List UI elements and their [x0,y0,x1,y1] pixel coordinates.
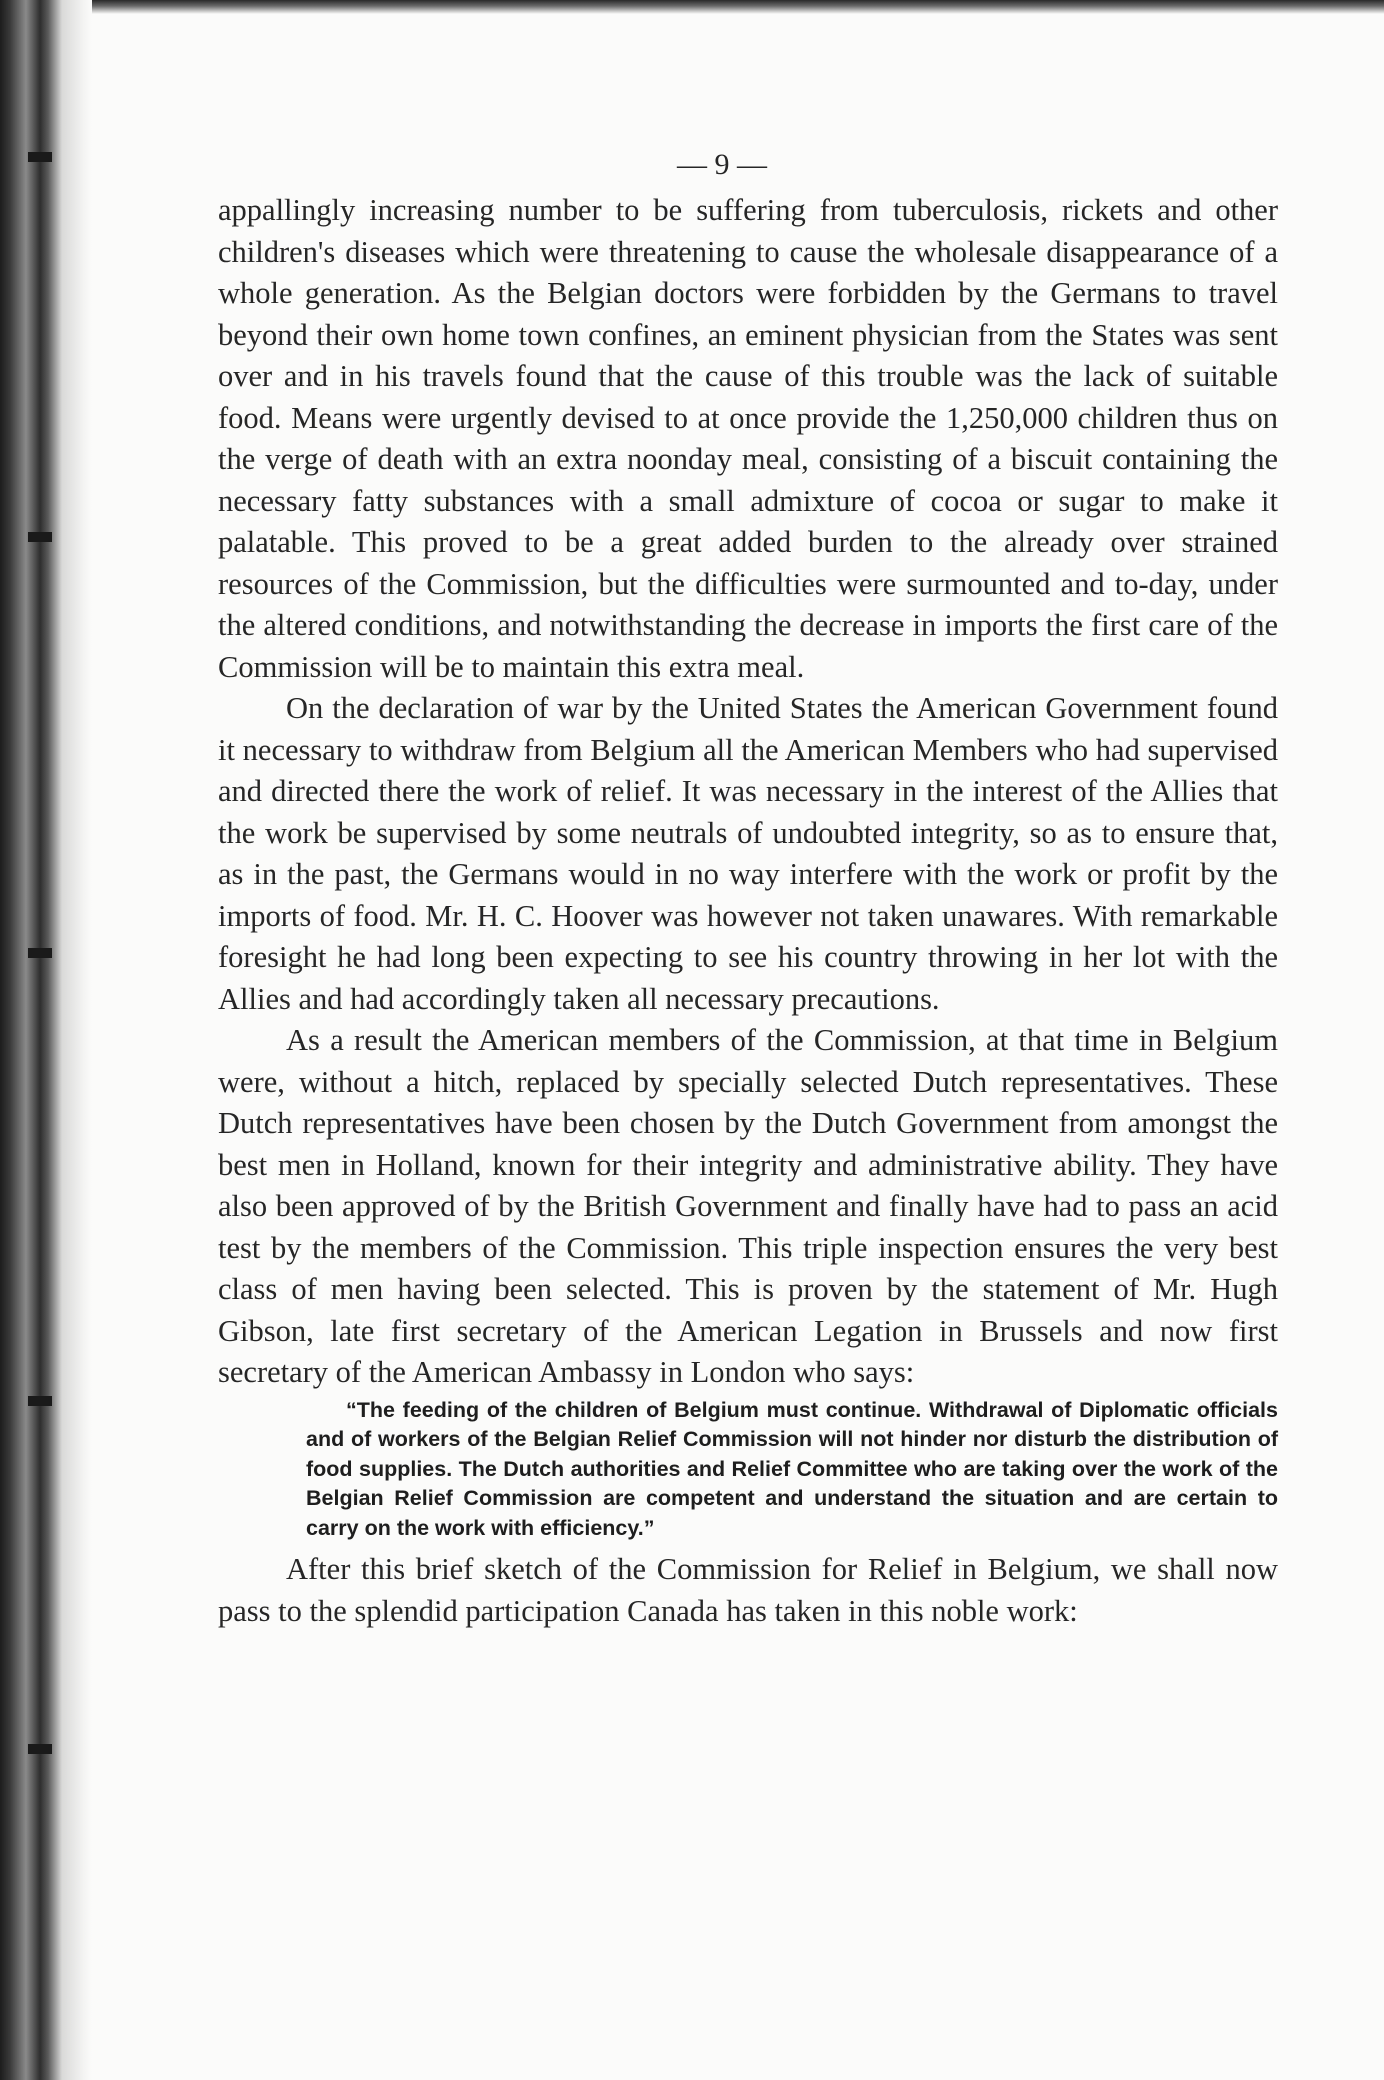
binding-shadow [0,0,92,2080]
binding-mark [28,1744,52,1754]
binding-mark [28,948,52,958]
scan-top-edge [0,0,1384,14]
paragraph-2: On the declaration of war by the United States the American Government found it necessary to withdraw from Belgium all the American Members who had supervised and directed there the work of relief. It was necessary in the interest of the Allies that the work be supervised by some neutrals of undoubted integrity, so as to ensure that, as in the past, the Germans would in no way interfere with the work or profit by the imports of food. Mr. H. C. Hoover was however not taken unawares. With remarkable foresight he had long been expecting to see his country throwing in her lot with the Allies and had accordingly taken all necessary precautions. [218,691,1278,1016]
binding-mark [28,532,52,542]
paragraph-1: appallingly increasing number to be suffering from tuberculosis, rickets and other children's diseases which were threatening to cause the wholesale disappearance of a whole generation. As the Belgian doctors were forbidden by the Germans to travel beyond their own home town confines, an eminent physician from the States was sent over and in his travels found that the cause of this trouble was the lack of suitable food. Means were urgently devised to at once provide the 1,250,000 children thus on the verge of death with an extra noonday meal, consisting of a biscuit containing the necessary fatty substances with a small admixture of cocoa or sugar to make it palatable. This proved to be a great added burden to the already over strained resources of the Commission, but the difficulties were surmounted and to-day, under the altered conditions, and notwithstanding the decrease in imports the first care of the Commission will be to maintain this extra meal. [218,193,1278,684]
binding-mark [28,1396,52,1406]
gibson-quote: “The feeding of the children of Belgium must continue. Withdrawal of Diplomatic officials and of workers of the Belgian Relief Commission will not hinder nor disturb the distribution of food supplies. The Dutch authorities and Relief Committee who are taking over the work of the Belgian Relief Commission are competent and understand the situation and are certain to carry on the work with efficiency.” [306,1397,1278,1540]
closing-paragraph: After this brief sketch of the Commission for Relief in Belgium, we shall now pass to the splendid participation Canada has taken in this noble work: [218,1552,1278,1628]
body-text [218,190,1278,1632]
paragraph-3: As a result the American members of the Commission, at that time in Belgium were, without a hitch, replaced by specially selected Dutch representatives. These Dutch representatives have been chosen by the Dutch Government from amongst the best men in Holland, known for their integrity and administrative ability. They have also been approved of by the British Government and finally have had to pass an acid test by the members of the Commission. This triple inspection ensures the very best class of men having been selected. This is proven by the statement of Mr. Hugh Gibson, late first secretary of the American Legation in Brussels and now first secretary of the American Ambassy in London who says: [218,1023,1278,1389]
page-number: — 9 — [677,148,767,181]
